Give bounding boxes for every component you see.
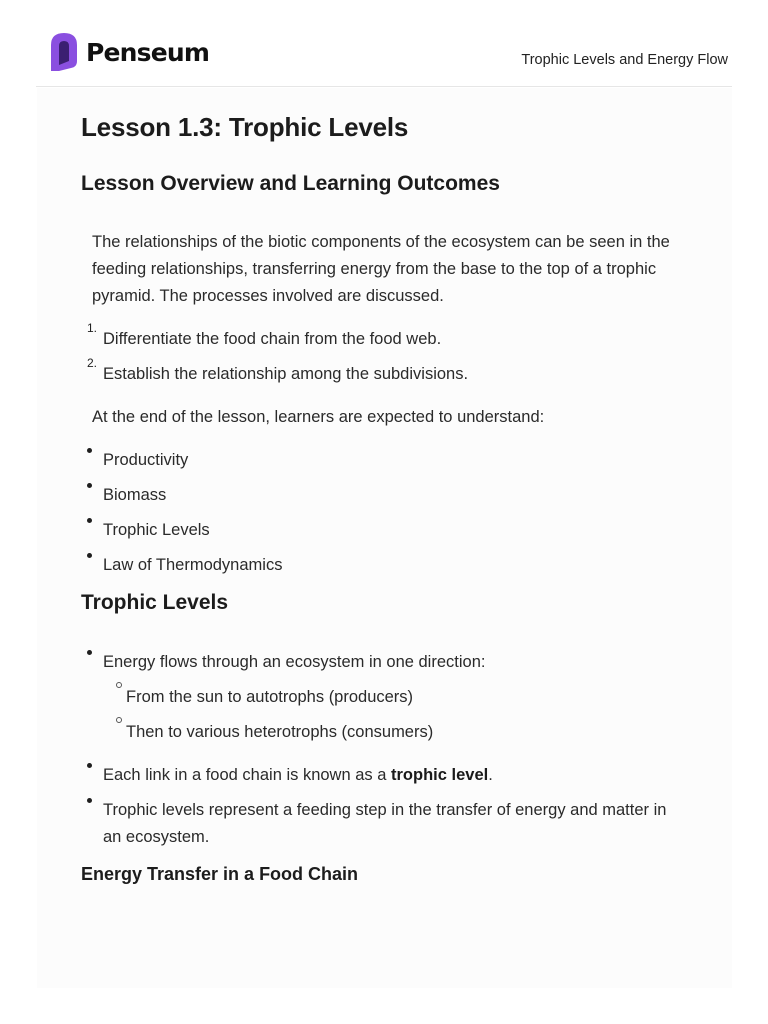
- bullet-icon: [87, 754, 92, 774]
- objective-text: Establish the relationship among the subdivisions.: [103, 365, 469, 383]
- penseum-logo-icon: [49, 31, 79, 73]
- topic-item: [87, 482, 677, 509]
- bullet-icon: [87, 544, 92, 564]
- flow-subitem-text: From the sun to autotrophs (producers): [126, 688, 414, 706]
- objective-text: Differentiate the food chain from the food web.: [103, 330, 442, 348]
- topic-text: Law of Thermodynamics: [103, 556, 283, 574]
- app-header: [36, 0, 732, 87]
- link-text: [103, 762, 677, 789]
- brand-name: Penseum: [86, 37, 210, 67]
- topic-item: [87, 517, 677, 544]
- flow-item: [87, 649, 677, 676]
- flow-subitem-text: Then to various heterotrophs (consumers): [126, 723, 434, 741]
- topic-item: [87, 447, 677, 474]
- trophic-heading: Trophic Levels: [81, 591, 229, 614]
- sub-bullet-icon: [116, 674, 122, 696]
- bullet-icon: [87, 474, 92, 494]
- bullet-icon: [87, 509, 92, 529]
- feeding-text: Trophic levels represent a feeding step in the transfer of energy and matter in an ecosystem.: [103, 801, 667, 846]
- link-text-prefix: Each link in a food chain is known as a: [103, 766, 392, 784]
- bullet-icon: [87, 439, 92, 459]
- bullet-icon: [87, 641, 92, 661]
- lesson-title: Lesson 1.3: Trophic Levels: [81, 112, 409, 142]
- flow-subitem: [116, 684, 676, 711]
- flow-subitem: [116, 719, 676, 746]
- objective-number: 1.: [87, 321, 98, 335]
- trophic-level-term: trophic level: [391, 766, 489, 784]
- objective-number: 2.: [87, 356, 98, 370]
- overview-heading: Lesson Overview and Learning Outcomes: [81, 172, 500, 195]
- topic-text: Trophic Levels: [103, 521, 210, 539]
- sub-bullet-icon: [116, 709, 122, 731]
- energy-transfer-heading: Energy Transfer in a Food Chain: [81, 864, 359, 884]
- objective-item: [87, 321, 677, 353]
- flow-text: Energy flows through an ecosystem in one direction:: [103, 653, 486, 671]
- document-title: Trophic Levels and Energy Flow: [521, 52, 728, 68]
- intro-paragraph: The relationships of the biotic components of the ecosystem can be seen in the feeding relationships, transferring energy from the base to the top of a trophic pyramid. The processes involved are discussed.: [92, 233, 670, 305]
- link-item: [87, 762, 677, 789]
- topic-item: [87, 552, 677, 579]
- expectation-text: At the end of the lesson, learners are expected to understand:: [92, 408, 545, 426]
- objective-item: [87, 356, 677, 388]
- bullet-icon: [87, 789, 92, 809]
- link-text-suffix: .: [488, 766, 493, 784]
- feeding-item: [87, 797, 677, 851]
- lesson-page: [37, 88, 732, 988]
- topic-text: Productivity: [103, 451, 189, 469]
- brand-logo[interactable]: [49, 31, 209, 73]
- topic-text: Biomass: [103, 486, 167, 504]
